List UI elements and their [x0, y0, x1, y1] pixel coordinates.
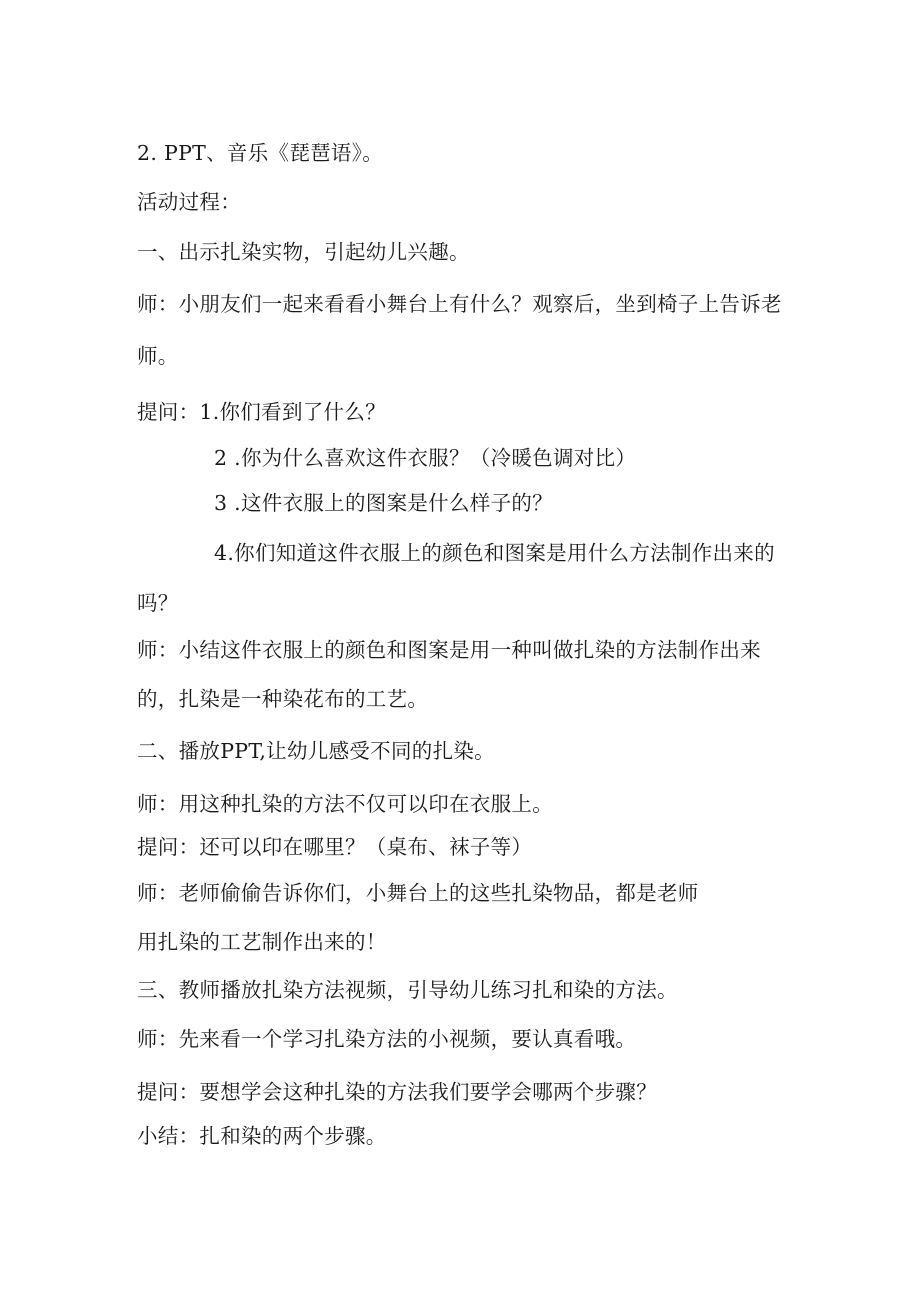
paragraph-line: 用扎染的工艺制作出来的！	[137, 930, 387, 954]
paragraph-line: 师：用这种扎染的方法不仅可以印在衣服上。	[137, 792, 553, 816]
question-line: 提问：还可以印在哪里？（桌布、袜子等）	[137, 835, 533, 859]
section-two-heading: 二、播放PPT,让幼儿感受不同的扎染。	[137, 739, 495, 763]
question-line: 3 .这件衣服上的图案是什么样子的？	[214, 491, 553, 515]
section-three-heading: 三、教师播放扎染方法视频，引导幼儿练习扎和染的方法。	[137, 978, 678, 1002]
paragraph-line: 师：老师偷偷告诉你们，小舞台上的这些扎染物品，都是老师	[137, 881, 699, 905]
question-line: 提问：1.你们看到了什么？	[137, 400, 386, 424]
summary-line: 小结：扎和染的两个步骤。	[137, 1124, 387, 1148]
paragraph-line: 师：小结这件衣服上的颜色和图案是用一种叫做扎染的方法制作出来	[137, 638, 761, 662]
paragraph-line: 师：先来看一个学习扎染方法的小视频，要认真看哦。	[137, 1027, 637, 1051]
materials-line: 2. PPT、音乐《琵琶语》。	[137, 141, 384, 165]
paragraph-line: 的，扎染是一种染花布的工艺。	[137, 687, 429, 711]
activity-process-heading: 活动过程：	[137, 190, 241, 214]
question-line: 提问：要想学会这种扎染的方法我们要学会哪两个步骤？	[137, 1080, 657, 1104]
question-line: 2 .你为什么喜欢这件衣服？（冷暖色调对比）	[214, 446, 637, 470]
section-one-heading: 一、出示扎染实物，引起幼儿兴趣。	[137, 240, 470, 264]
paragraph-line: 师：小朋友们一起来看看小舞台上有什么？观察后，坐到椅子上告诉老	[137, 292, 782, 316]
paragraph-line: 师。	[137, 344, 179, 368]
question-line: 吗？	[137, 591, 179, 615]
question-line: 4.你们知道这件衣服上的颜色和图案是用什么方法制作出来的	[214, 541, 775, 565]
